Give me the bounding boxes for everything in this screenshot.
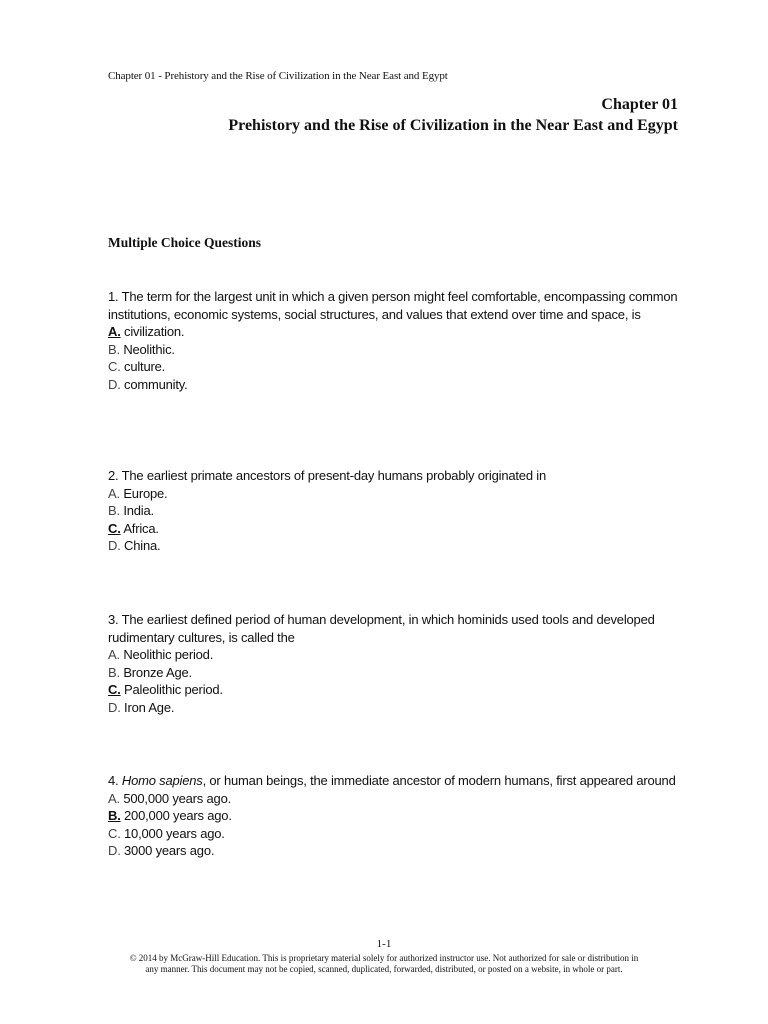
choice-text: Africa. (123, 520, 159, 536)
question-number: 1. (108, 289, 119, 304)
choice-text: China. (124, 538, 161, 553)
copyright-notice-line-1: © 2014 by McGraw-Hill Education. This is proprietary material solely for authorized instructor use. Not authorized for sale or distribution in (129, 952, 639, 963)
choice-letter: C. (108, 359, 121, 374)
section-heading: Multiple Choice Questions (108, 235, 262, 250)
choice (108, 358, 688, 376)
choice (108, 376, 688, 394)
chapter-title: Prehistory and the Rise of Civilization in the Near East and Egypt (228, 117, 678, 134)
choice (108, 699, 688, 717)
choice-letter: B. (108, 503, 120, 518)
choice-letter-correct: A. (108, 324, 121, 339)
choice (108, 807, 688, 825)
choice (108, 341, 688, 359)
choice (108, 485, 688, 503)
choice-letter-correct: C. (108, 682, 121, 697)
choice (108, 646, 688, 664)
choice-letter: D. (108, 376, 121, 392)
choice-letter-correct: C. (108, 520, 121, 536)
running-header: Chapter 01 - Prehistory and the Rise of Civilization in the Near East and Egypt (108, 70, 448, 82)
question-number: 3. (108, 612, 119, 627)
question-3 (108, 611, 688, 716)
chapter-label: Chapter 01 (601, 96, 678, 113)
choice-letter: B. (108, 664, 120, 680)
chapter-heading (228, 94, 678, 136)
choice-letter: B. (108, 341, 120, 357)
choice-text: culture. (124, 359, 166, 374)
stem-text: The earliest defined period of human development, in which hominids used tools and developed rudimentary cultures, is called the (108, 612, 655, 645)
choice-text: Europe. (123, 485, 168, 501)
choice-text: 3000 years ago. (124, 843, 215, 858)
question-stem (108, 611, 688, 646)
choice (108, 537, 688, 555)
question-number: 2. (108, 468, 119, 483)
question-stem (108, 772, 688, 790)
choice (108, 323, 688, 341)
choice-text: Paleolithic period. (124, 682, 223, 697)
choice-letter: D. (108, 843, 121, 858)
stem-italic: Homo sapiens (121, 773, 203, 788)
page-number: 1-1 (376, 938, 392, 950)
question-stem (108, 288, 688, 323)
question-stem (108, 467, 688, 485)
choice (108, 520, 688, 538)
choice-text: community. (124, 376, 188, 392)
choice (108, 825, 688, 843)
choice-letter: A. (108, 790, 120, 806)
page-footer (90, 939, 678, 976)
choice-text: Neolithic period. (123, 647, 214, 662)
choice (108, 681, 688, 699)
choice-letter: C. (108, 825, 121, 841)
choice (108, 664, 688, 682)
choice-text: 500,000 years ago. (123, 790, 232, 806)
copyright-notice-line-2: any manner. This document may not be copied, scanned, duplicated, forwarded, distributed, or posted on a website, in whole or part. (145, 964, 623, 974)
choice (108, 790, 688, 808)
choice-letter: A. (108, 485, 120, 501)
question-2 (108, 467, 688, 555)
choice (108, 842, 688, 860)
choice-letter: A. (108, 647, 120, 662)
choice-text: 200,000 years ago. (124, 808, 232, 823)
question-1 (108, 288, 688, 393)
choice-text: India. (123, 503, 154, 518)
choice-text: 10,000 years ago. (124, 825, 225, 841)
stem-text: The term for the largest unit in which a given person might feel comfortable, encompassing common institutions, economic systems, social structures, and values that extend over time and space, is (108, 289, 678, 322)
choice (108, 502, 688, 520)
stem-text: The earliest primate ancestors of present-day humans probably originated in (121, 468, 546, 483)
choice-text: Bronze Age. (123, 664, 192, 680)
choice-letter: D. (108, 699, 121, 715)
question-4 (108, 772, 688, 860)
choice-text: Iron Age. (124, 699, 175, 715)
choice-letter: D. (108, 538, 121, 553)
choice-text: Neolithic. (123, 341, 175, 357)
stem-text: , or human beings, the immediate ancestor of modern humans, first appeared around (202, 773, 676, 788)
question-number: 4. (108, 773, 119, 788)
choice-letter-correct: B. (108, 808, 121, 823)
choice-text: civilization. (124, 324, 185, 339)
